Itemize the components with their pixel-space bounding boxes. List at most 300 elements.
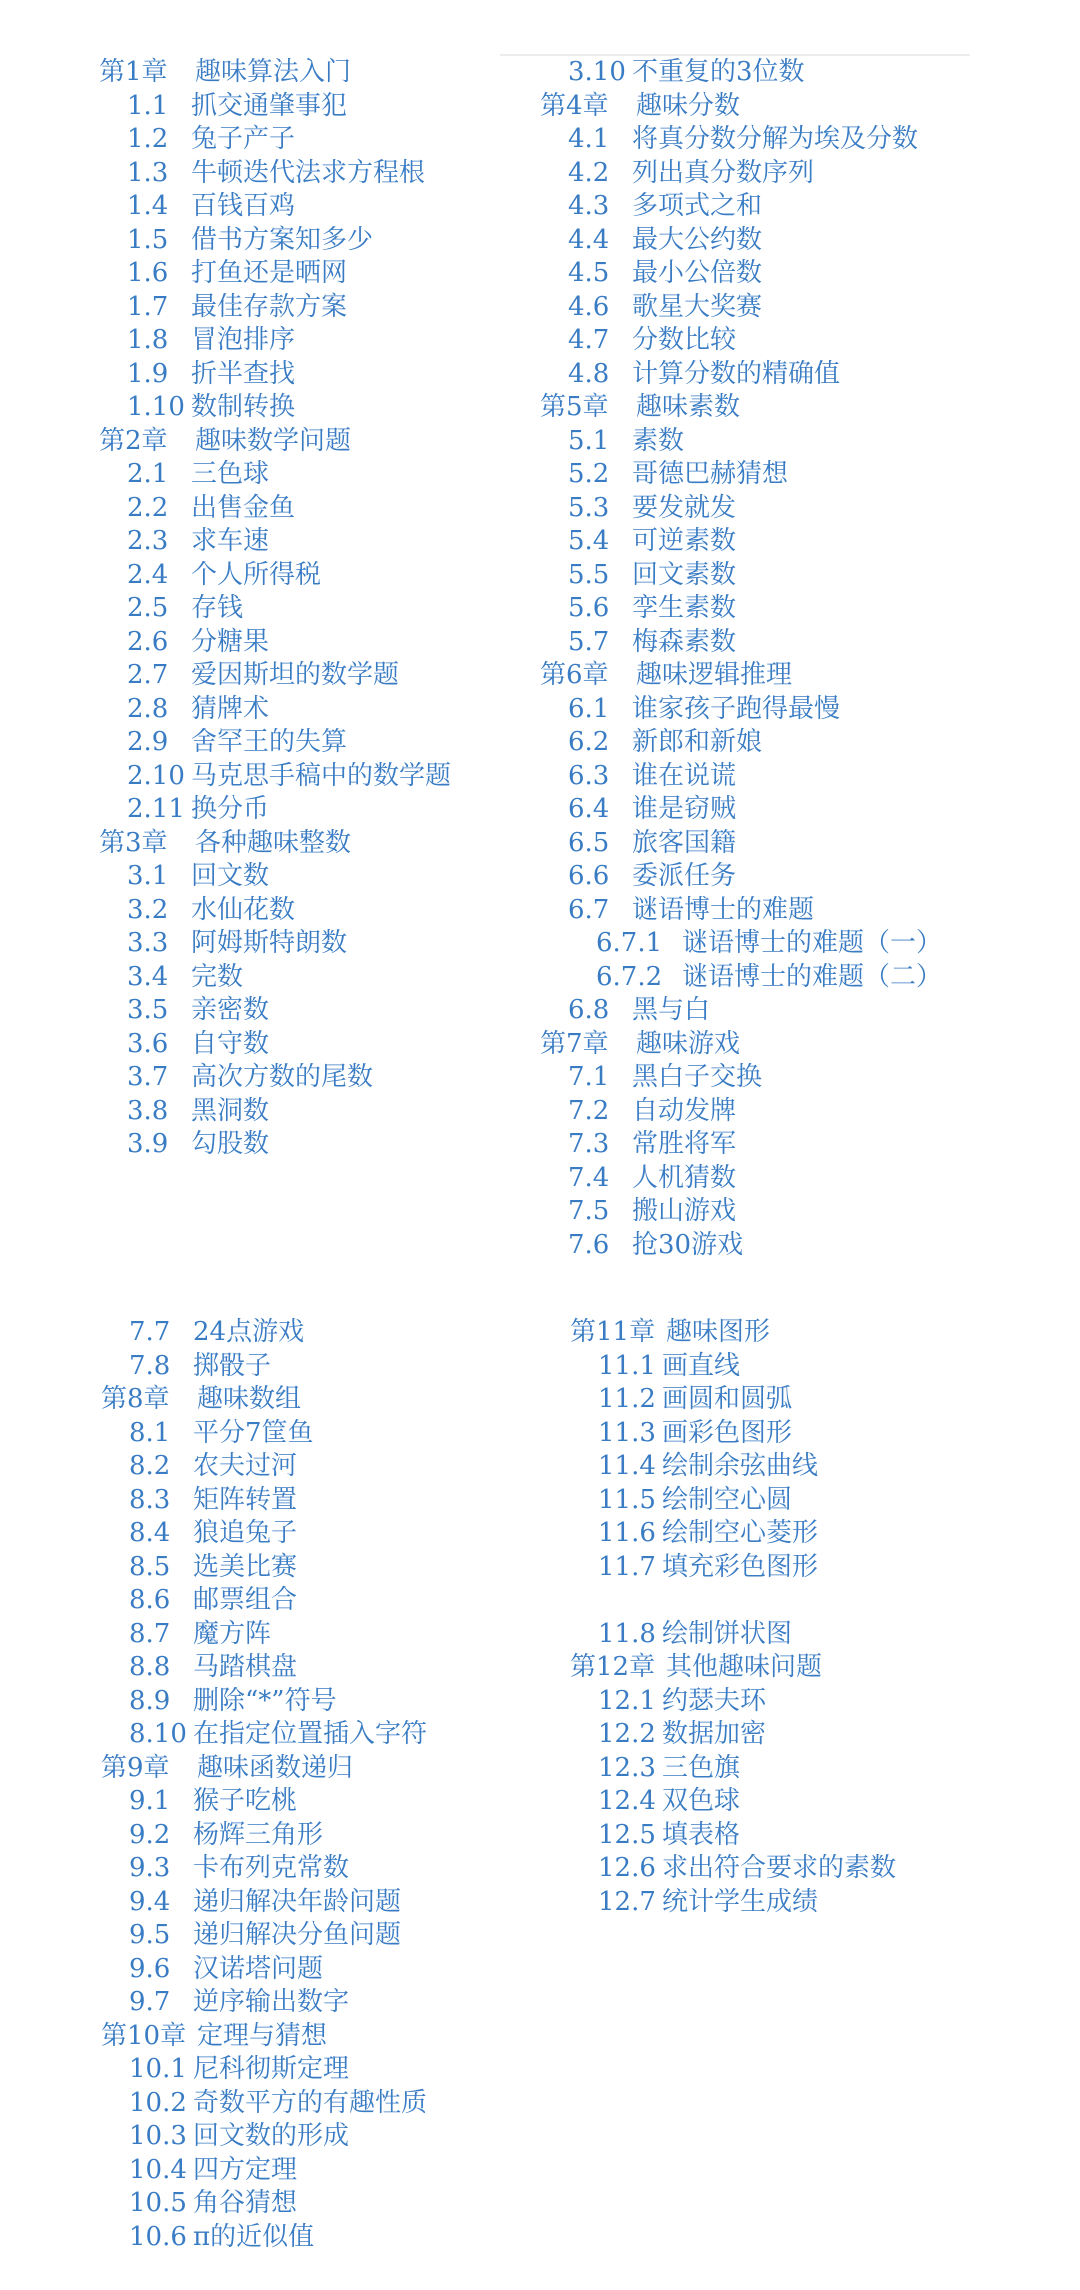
toc-entry-title: 四方定理 — [193, 2154, 298, 2185]
toc-entry-row[interactable] — [570, 1886, 1050, 1920]
toc-entry-title: 出售金鱼 — [191, 492, 296, 523]
toc-entry-number: 4.2 — [568, 157, 610, 188]
toc-entry-title: 黑洞数 — [191, 1095, 270, 1126]
toc-entry-number: 8.5 — [129, 1551, 171, 1582]
toc-entry-row[interactable] — [540, 827, 1020, 861]
toc-entry-title: 卡布列克常数 — [193, 1853, 350, 1883]
toc-entry-row[interactable] — [101, 1350, 521, 1384]
toc-entry-row[interactable] — [101, 1886, 521, 1920]
toc-entry-number: 5.4 — [568, 526, 610, 556]
toc-entry-title: 趣味图形 — [666, 1317, 771, 1347]
toc-entry-title: 数制转换 — [191, 392, 296, 422]
toc-entry-row[interactable] — [540, 626, 1020, 660]
toc-entry-title: 谜语博士的难题（一） — [682, 928, 943, 958]
toc-entry-row[interactable] — [540, 927, 1020, 961]
toc-entry-title: 黑白子交换 — [632, 1062, 763, 1092]
toc-entry-title: 存钱 — [191, 593, 244, 623]
toc-entry-row[interactable] — [101, 1484, 521, 1518]
toc-entry-row[interactable] — [99, 157, 499, 191]
toc-entry-number: 7.3 — [568, 1129, 610, 1159]
toc-entry-row[interactable] — [540, 123, 1020, 157]
toc-entry-row[interactable] — [570, 1785, 1050, 1819]
toc-entry-title: 计算分数的精确值 — [632, 358, 841, 389]
toc-entry-number: 3.10 — [568, 57, 626, 87]
toc-entry-title: 抓交通肇事犯 — [191, 90, 348, 121]
toc-entry-row[interactable] — [540, 559, 1020, 593]
toc-entry-row[interactable] — [101, 1785, 521, 1819]
toc-entry-row[interactable] — [101, 1584, 521, 1618]
toc-entry-row[interactable] — [99, 659, 499, 693]
toc-entry-number: 3.4 — [127, 961, 169, 992]
toc-entry-title: 搬山游戏 — [632, 1196, 737, 1226]
toc-entry-row[interactable] — [101, 1986, 521, 2020]
toc-entry-row[interactable] — [101, 1852, 521, 1886]
toc-entry-row[interactable] — [570, 1718, 1050, 1752]
toc-entry-title: 旅客国籍 — [632, 827, 737, 858]
toc-entry-title: 牛顿迭代法求方程根 — [191, 157, 426, 188]
toc-entry-row[interactable] — [99, 391, 499, 425]
toc-entry-row[interactable] — [99, 1128, 499, 1162]
toc-entry-title: 趣味游戏 — [636, 1028, 741, 1059]
toc-entry-number: 8.8 — [129, 1652, 171, 1682]
toc-entry-number: 11.8 — [598, 1618, 656, 1649]
toc-entry-row[interactable] — [99, 793, 499, 827]
toc-entry-title: 自守数 — [191, 1028, 270, 1059]
toc-entry-number: 1.9 — [127, 358, 169, 389]
toc-entry-row[interactable] — [540, 793, 1020, 827]
toc-entry-row[interactable] — [99, 559, 499, 593]
toc-entry-row[interactable] — [540, 726, 1020, 760]
toc-entry-number: 第6章 — [540, 660, 609, 690]
toc-entry-title: 孪生素数 — [632, 593, 737, 623]
toc-entry-row[interactable] — [540, 224, 1020, 258]
toc-entry-title: 填充彩色图形 — [662, 1551, 819, 1582]
toc-chapter-row[interactable] — [99, 425, 499, 459]
toc-entry-row[interactable] — [99, 760, 499, 794]
toc-entry-number: 5.2 — [568, 459, 610, 489]
toc-entry-title: 阿姆斯特朗数 — [191, 928, 348, 958]
toc-entry-number: 6.5 — [568, 827, 610, 858]
toc-entry-row[interactable] — [101, 2053, 521, 2087]
toc-entry-row[interactable] — [101, 2187, 521, 2221]
toc-entry-row[interactable] — [540, 56, 1020, 90]
toc-entry-number: 6.8 — [568, 995, 610, 1025]
toc-entry-number: 10.5 — [129, 2188, 187, 2218]
toc-entry-title: 委派任务 — [632, 861, 737, 891]
toc-entry-title: 画彩色图形 — [662, 1417, 793, 1448]
toc-entry-row[interactable] — [570, 1584, 1050, 1618]
toc-entry-row[interactable] — [540, 157, 1020, 191]
toc-entry-title: 约瑟夫环 — [662, 1685, 767, 1716]
toc-entry-number: 10.4 — [129, 2154, 187, 2185]
toc-entry-title: 趣味算法入门 — [195, 57, 352, 87]
toc-entry-title: 其他趣味问题 — [666, 1652, 823, 1682]
toc-entry-title: 趣味数学问题 — [195, 425, 352, 456]
toc-entry-number: 9.2 — [129, 1819, 171, 1850]
toc-entry-row[interactable] — [540, 894, 1020, 928]
toc-entry-title: 马踏棋盘 — [193, 1652, 298, 1682]
toc-entry-number: 4.6 — [568, 291, 610, 322]
toc-entry-number: 9.5 — [129, 1920, 171, 1950]
toc-entry-number: 4.4 — [568, 224, 610, 255]
toc-entry-title: 选美比赛 — [193, 1551, 298, 1582]
toc-entry-row[interactable] — [99, 592, 499, 626]
toc-entry-row[interactable] — [99, 190, 499, 224]
toc-entry-title: 分糖果 — [191, 626, 270, 657]
toc-entry-row[interactable] — [99, 224, 499, 258]
toc-entry-row[interactable] — [101, 1618, 521, 1652]
toc-entry-row[interactable] — [101, 1718, 521, 1752]
toc-entry-number: 1.7 — [127, 291, 169, 322]
toc-entry-number: 12.4 — [598, 1786, 656, 1816]
toc-entry-number: 10.2 — [129, 2087, 187, 2118]
toc-entry-title: 掷骰子 — [193, 1350, 272, 1381]
toc-entry-row[interactable] — [101, 1417, 521, 1451]
toc-entry-number: 9.7 — [129, 1987, 171, 2017]
toc-entry-number: 第8章 — [101, 1384, 170, 1414]
toc-entry-row[interactable] — [540, 1229, 1020, 1263]
toc-entry-title: 谜语博士的难题（二） — [682, 961, 943, 992]
toc-entry-title: 完数 — [191, 961, 244, 992]
toc-entry-number: 10.1 — [129, 2054, 187, 2084]
toc-entry-title: 画圆和圆弧 — [662, 1384, 793, 1414]
toc-entry-row[interactable] — [540, 1095, 1020, 1129]
toc-entry-row[interactable] — [99, 693, 499, 727]
toc-entry-row[interactable] — [540, 1195, 1020, 1229]
toc-entry-number: 7.6 — [568, 1229, 610, 1260]
toc-entry-row[interactable] — [540, 492, 1020, 526]
toc-entry-number: 3.1 — [127, 861, 169, 891]
toc-entry-title: 递归解决年龄问题 — [193, 1886, 402, 1917]
toc-entry-row[interactable] — [101, 1517, 521, 1551]
toc-entry-number: 3.8 — [127, 1095, 169, 1126]
toc-entry-row[interactable] — [99, 123, 499, 157]
toc-entry-title: 趣味素数 — [636, 392, 741, 422]
toc-entry-number: 8.2 — [129, 1451, 171, 1481]
toc-entry-title: 将真分数分解为埃及分数 — [632, 124, 919, 154]
toc-entry-row[interactable] — [99, 324, 499, 358]
toc-entry-row[interactable] — [540, 291, 1020, 325]
toc-entry-number: 11.7 — [598, 1551, 656, 1582]
toc-entry-row[interactable] — [101, 2221, 521, 2255]
toc-entry-title: 双色球 — [662, 1786, 741, 1816]
toc-entry-number: 11.6 — [598, 1518, 656, 1548]
toc-entry-row[interactable] — [570, 1852, 1050, 1886]
toc-entry-number: 第11章 — [570, 1317, 656, 1347]
toc-entry-row[interactable] — [99, 458, 499, 492]
toc-chapter-row[interactable] — [99, 56, 499, 90]
toc-entry-number: 8.7 — [129, 1618, 171, 1649]
toc-chapter-row[interactable] — [101, 1752, 521, 1786]
toc-entry-row[interactable] — [540, 525, 1020, 559]
toc-entry-row[interactable] — [540, 458, 1020, 492]
toc-entry-number: 4.7 — [568, 325, 610, 355]
toc-entry-row[interactable] — [99, 994, 499, 1028]
toc-entry-row[interactable] — [99, 358, 499, 392]
toc-entry-title: 打鱼还是晒网 — [191, 258, 348, 288]
toc-chapter-row[interactable] — [101, 2020, 521, 2054]
toc-entry-number: 6.2 — [568, 727, 610, 757]
toc-entry-number: 8.10 — [129, 1719, 187, 1749]
toc-entry-number: 7.8 — [129, 1350, 171, 1381]
toc-entry-number: 第7章 — [540, 1028, 609, 1059]
toc-entry-number: 第1章 — [99, 57, 168, 87]
toc-page-a-left-column — [99, 56, 499, 1162]
toc-entry-title: 趣味逻辑推理 — [636, 660, 793, 690]
toc-entry-title: 新郎和新娘 — [632, 727, 763, 757]
toc-entry-title: 兔子产子 — [191, 124, 296, 154]
toc-entry-number: 12.3 — [598, 1752, 656, 1783]
toc-entry-row[interactable] — [540, 1162, 1020, 1196]
toc-entry-title: 矩阵转置 — [193, 1484, 298, 1515]
toc-entry-number: 5.7 — [568, 626, 610, 657]
toc-entry-number: 7.5 — [568, 1196, 610, 1226]
toc-entry-title: 填表格 — [662, 1819, 741, 1850]
toc-entry-title: 画直线 — [662, 1350, 741, 1381]
toc-entry-row[interactable] — [99, 860, 499, 894]
toc-entry-row[interactable] — [99, 1028, 499, 1062]
toc-entry-row[interactable] — [540, 760, 1020, 794]
toc-entry-title: 回文素数 — [632, 559, 737, 590]
toc-entry-title: 回文数 — [191, 861, 270, 891]
toc-chapter-row[interactable] — [570, 1651, 1050, 1685]
toc-entry-number: 6.1 — [568, 693, 610, 724]
toc-entry-row[interactable] — [99, 961, 499, 995]
toc-entry-title: 舍罕王的失算 — [191, 727, 348, 757]
toc-entry-row[interactable] — [101, 1316, 521, 1350]
toc-entry-row[interactable] — [570, 1350, 1050, 1384]
toc-entry-row[interactable] — [101, 1551, 521, 1585]
toc-entry-row[interactable] — [99, 257, 499, 291]
toc-entry-title: 三色球 — [191, 459, 270, 489]
toc-chapter-row[interactable] — [540, 1028, 1020, 1062]
toc-page-b-left-column — [101, 1316, 521, 2254]
toc-entry-row[interactable] — [99, 626, 499, 660]
toc-chapter-row[interactable] — [540, 659, 1020, 693]
toc-entry-row[interactable] — [101, 1953, 521, 1987]
toc-entry-title: 趣味函数递归 — [197, 1752, 354, 1783]
toc-entry-title: 百钱百鸡 — [191, 191, 296, 221]
toc-entry-number: 2.9 — [127, 727, 169, 757]
toc-entry-title: 谁是窃贼 — [632, 794, 737, 824]
toc-entry-number: 2.3 — [127, 526, 169, 556]
toc-entry-title: 折半查找 — [191, 358, 296, 389]
toc-entry-title: 平分7筐鱼 — [193, 1417, 314, 1448]
toc-chapter-row[interactable] — [99, 827, 499, 861]
toc-entry-row[interactable] — [99, 90, 499, 124]
toc-entry-number: 5.3 — [568, 492, 610, 523]
toc-entry-row[interactable] — [99, 726, 499, 760]
toc-entry-title: 狼追兔子 — [193, 1518, 298, 1548]
toc-entry-row[interactable] — [570, 1484, 1050, 1518]
toc-entry-title: 猜牌术 — [191, 693, 270, 724]
toc-entry-title: 求车速 — [191, 526, 270, 556]
toc-entry-row[interactable] — [540, 425, 1020, 459]
toc-page-b-right-column — [570, 1316, 1050, 1919]
toc-entry-row[interactable] — [570, 1752, 1050, 1786]
toc-entry-title: 多项式之和 — [632, 191, 763, 221]
toc-entry-row[interactable] — [101, 2120, 521, 2154]
toc-entry-row[interactable] — [101, 1651, 521, 1685]
toc-entry-number: 9.6 — [129, 1953, 171, 1984]
toc-entry-title: 逆序输出数字 — [193, 1987, 350, 2017]
toc-entry-row[interactable] — [570, 1551, 1050, 1585]
toc-entry-number: 3.9 — [127, 1129, 169, 1159]
toc-entry-number: 4.3 — [568, 191, 610, 221]
toc-entry-title: 谁家孩子跑得最慢 — [632, 693, 841, 724]
toc-entry-title: 绘制余弦曲线 — [662, 1451, 819, 1481]
toc-entry-title: 谁在说谎 — [632, 760, 737, 791]
toc-entry-number: 7.4 — [568, 1162, 610, 1193]
toc-chapter-row[interactable] — [570, 1316, 1050, 1350]
toc-entry-title: 要发就发 — [632, 492, 737, 523]
toc-entry-title: 马克思手稿中的数学题 — [191, 760, 452, 791]
toc-entry-row[interactable] — [99, 492, 499, 526]
toc-entry-number: 2.11 — [127, 794, 185, 824]
toc-entry-number: 8.6 — [129, 1585, 171, 1615]
toc-entry-number: 第12章 — [570, 1652, 656, 1682]
toc-entry-number: 9.1 — [129, 1786, 171, 1816]
toc-entry-number: 2.5 — [127, 593, 169, 623]
toc-entry-title: 爱因斯坦的数学题 — [191, 660, 400, 690]
toc-entry-number: 5.6 — [568, 593, 610, 623]
toc-entry-row[interactable] — [540, 1061, 1020, 1095]
toc-entry-title: 分数比较 — [632, 325, 737, 355]
toc-entry-number: 4.5 — [568, 258, 610, 288]
toc-entry-title: 亲密数 — [191, 995, 270, 1025]
toc-entry-number: 6.7.1 — [596, 928, 663, 958]
toc-entry-title: 最小公倍数 — [632, 258, 763, 288]
toc-entry-number: 5.5 — [568, 559, 610, 590]
toc-entry-number: 第10章 — [101, 2020, 187, 2051]
toc-entry-row[interactable] — [99, 525, 499, 559]
toc-entry-title: 汉诺塔问题 — [193, 1953, 324, 1984]
toc-entry-title: 绘制空心圆 — [662, 1484, 793, 1515]
toc-entry-row[interactable] — [99, 894, 499, 928]
toc-entry-number: 1.6 — [127, 258, 169, 288]
toc-entry-row[interactable] — [540, 190, 1020, 224]
toc-entry-title: 猴子吃桃 — [193, 1786, 298, 1816]
toc-entry-row[interactable] — [101, 1685, 521, 1719]
toc-entry-number: 6.3 — [568, 760, 610, 791]
toc-entry-title: 尼科彻斯定理 — [193, 2054, 350, 2084]
toc-entry-row[interactable] — [101, 2154, 521, 2188]
toc-entry-title: 人机猜数 — [632, 1162, 737, 1193]
toc-entry-number: 2.10 — [127, 760, 185, 791]
toc-entry-number: 5.1 — [568, 425, 610, 456]
toc-entry-number: 8.3 — [129, 1484, 171, 1515]
toc-entry-row[interactable] — [101, 1819, 521, 1853]
toc-entry-row[interactable] — [570, 1383, 1050, 1417]
toc-entry-number: 8.4 — [129, 1518, 171, 1548]
toc-chapter-row[interactable] — [540, 391, 1020, 425]
toc-entry-title: 24点游戏 — [193, 1317, 305, 1347]
toc-entry-number: 6.7 — [568, 894, 610, 925]
toc-entry-row[interactable] — [540, 257, 1020, 291]
toc-entry-number: 1.5 — [127, 224, 169, 255]
toc-entry-title: 可逆素数 — [632, 526, 737, 556]
toc-entry-row[interactable] — [540, 860, 1020, 894]
toc-entry-title: 梅森素数 — [632, 626, 737, 657]
toc-entry-row[interactable] — [101, 1919, 521, 1953]
toc-entry-title: 谜语博士的难题 — [632, 894, 815, 925]
toc-entry-number: 第4章 — [540, 90, 609, 121]
toc-entry-number: 4.1 — [568, 124, 610, 154]
toc-entry-title: 最大公约数 — [632, 224, 763, 255]
toc-entry-number: 1.3 — [127, 157, 169, 188]
toc-entry-row[interactable] — [570, 1618, 1050, 1652]
toc-entry-title: 在指定位置插入字符 — [193, 1719, 428, 1749]
toc-entry-title: 趣味分数 — [636, 90, 741, 121]
toc-entry-row[interactable] — [540, 324, 1020, 358]
toc-entry-title: 杨辉三角形 — [193, 1819, 324, 1850]
toc-entry-title: 高次方数的尾数 — [191, 1062, 374, 1092]
toc-entry-row[interactable] — [540, 592, 1020, 626]
toc-entry-title: 趣味数组 — [197, 1384, 302, 1414]
toc-entry-row[interactable] — [570, 1450, 1050, 1484]
toc-entry-title: 个人所得税 — [191, 559, 322, 590]
toc-entry-row[interactable] — [540, 1128, 1020, 1162]
toc-entry-number: 2.7 — [127, 660, 169, 690]
toc-entry-title: 魔方阵 — [193, 1618, 272, 1649]
toc-entry-title: 数据加密 — [662, 1719, 767, 1749]
toc-chapter-row[interactable] — [101, 1383, 521, 1417]
toc-entry-row[interactable] — [540, 358, 1020, 392]
toc-entry-number: 6.6 — [568, 861, 610, 891]
toc-entry-title: 勾股数 — [191, 1129, 270, 1159]
toc-entry-title: 不重复的3位数 — [632, 57, 805, 87]
toc-entry-row[interactable] — [99, 1061, 499, 1095]
toc-entry-number: 3.2 — [127, 894, 169, 925]
toc-entry-row[interactable] — [99, 291, 499, 325]
toc-entry-title: 歌星大奖赛 — [632, 291, 763, 322]
toc-entry-number: 1.10 — [127, 392, 185, 422]
toc-entry-title: 哥德巴赫猜想 — [632, 459, 789, 489]
toc-entry-title: 换分币 — [191, 794, 270, 824]
toc-entry-number: 2.8 — [127, 693, 169, 724]
toc-entry-row[interactable] — [570, 1819, 1050, 1853]
toc-entry-row[interactable] — [101, 1450, 521, 1484]
toc-entry-row[interactable] — [99, 1095, 499, 1129]
toc-entry-number: 3.3 — [127, 928, 169, 958]
toc-entry-row[interactable] — [101, 2087, 521, 2121]
toc-entry-title: 绘制空心菱形 — [662, 1518, 819, 1548]
toc-entry-number: 7.2 — [568, 1095, 610, 1126]
toc-entry-title: 回文数的形成 — [193, 2121, 350, 2151]
toc-entry-row[interactable] — [540, 961, 1020, 995]
toc-entry-number: 3.7 — [127, 1062, 169, 1092]
toc-entry-number: 1.4 — [127, 191, 169, 221]
toc-entry-row[interactable] — [570, 1517, 1050, 1551]
toc-entry-row[interactable] — [540, 994, 1020, 1028]
toc-entry-row[interactable] — [570, 1417, 1050, 1451]
toc-entry-title: 绘制饼状图 — [662, 1618, 793, 1649]
toc-entry-row[interactable] — [99, 927, 499, 961]
toc-entry-title: 冒泡排序 — [191, 325, 296, 355]
toc-entry-number: 4.8 — [568, 358, 610, 389]
toc-entry-number: 8.1 — [129, 1417, 171, 1448]
toc-entry-number: 10.6 — [129, 2221, 187, 2252]
toc-entry-title: 三色旗 — [662, 1752, 741, 1783]
toc-entry-title: 删除“*”符号 — [193, 1685, 337, 1716]
toc-chapter-row[interactable] — [540, 90, 1020, 124]
toc-entry-number: 11.3 — [598, 1417, 656, 1448]
toc-entry-number: 7.1 — [568, 1062, 610, 1092]
toc-entry-row[interactable] — [540, 693, 1020, 727]
toc-entry-row[interactable] — [570, 1685, 1050, 1719]
toc-entry-title: 素数 — [632, 425, 685, 456]
toc-entry-number: 2.1 — [127, 459, 169, 489]
